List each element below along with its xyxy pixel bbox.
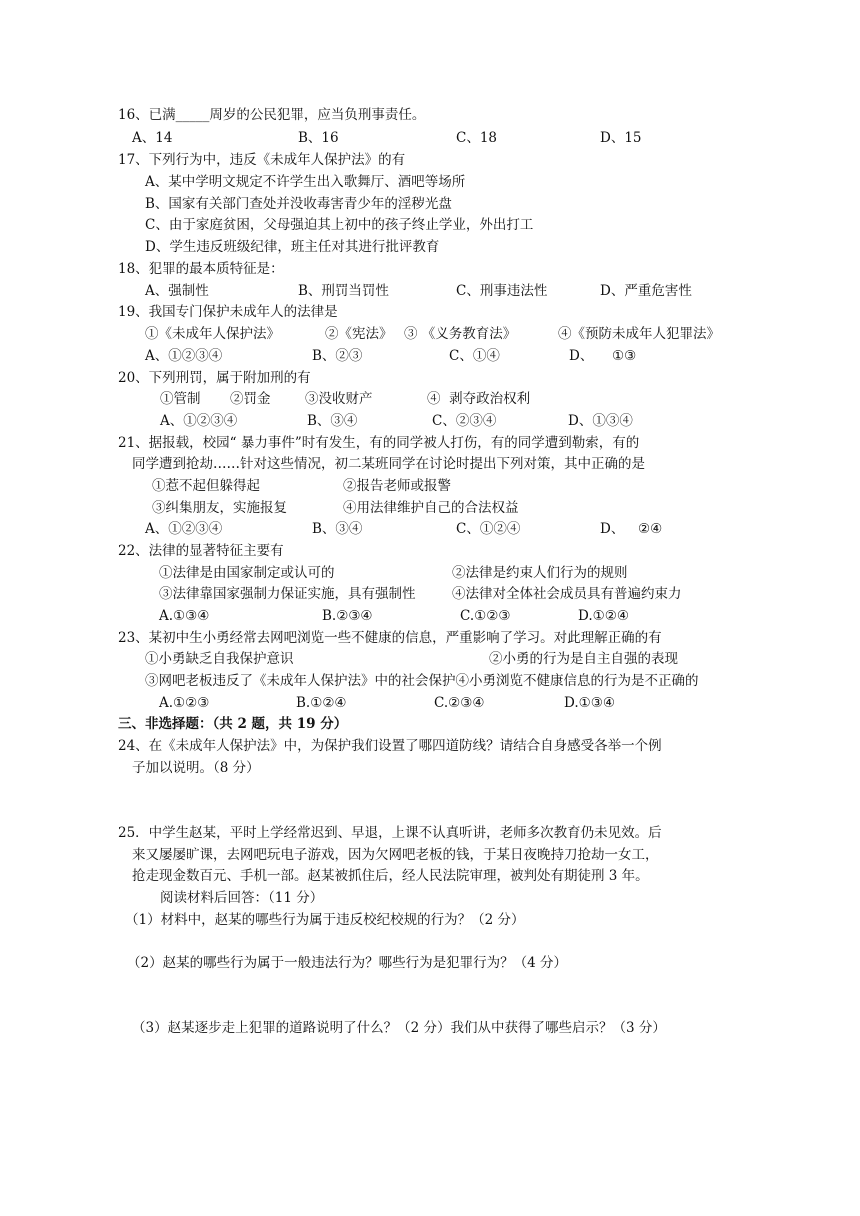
q20-option-c: C、②③④	[432, 413, 497, 429]
q19-option-d: D、	[569, 348, 594, 364]
q16-option-a: A、14	[132, 130, 173, 146]
q22-option-c: C.①②③	[460, 608, 511, 624]
q25-line2: 来又屡屡旷课，去网吧玩电子游戏，因为欠网吧老板的钱，于某日夜晚持刀抢劫一女工，	[132, 847, 659, 863]
q24-line2: 子加以说明。（8 分）	[132, 760, 260, 776]
q21-option-a: A、①②③④	[145, 521, 223, 537]
q25-sub1: （1）材料中，赵某的哪些行为属于违反校纪校规的行为？（2 分）	[125, 912, 525, 928]
q25-line3: 抢走现金数百元、手机一部。赵某被抓住后，经人民法院审理，被判处有期徒刑 3 年。	[132, 868, 649, 884]
q20-item-3: ③没收财产	[305, 391, 373, 407]
q22-item-2: ②法律是约束人们行为的规则	[452, 565, 628, 581]
section-heading: 三、非选择题：（共 2 题，共 19 分）	[118, 716, 348, 732]
q18-option-c: C、刑事违法性	[456, 283, 548, 299]
q22-item-1: ①法律是由国家制定或认可的	[159, 565, 335, 581]
q25-line4: 阅读材料后回答：（11 分）	[160, 890, 324, 906]
q25-sub2: （2）赵某的哪些行为属于一般违法行为？哪些行为是犯罪行为？（4 分）	[127, 955, 567, 971]
q23-option-b: B.①②④	[296, 695, 347, 711]
q19-option-d-value: ①③	[612, 348, 637, 364]
q20-item-1: ①管制	[160, 391, 201, 407]
q20-item-4: ④ 剥夺政治权利	[427, 391, 531, 407]
q21-option-c: C、①②④	[456, 521, 521, 537]
q16-stem: 16、已满_____周岁的公民犯罪，应当负刑事责任。	[118, 107, 426, 123]
q20-option-b: B、③④	[307, 413, 358, 429]
q18-stem: 18、犯罪的最本质特征是：	[118, 261, 284, 277]
q21-item-4: ④用法律维护自己的合法权益	[343, 500, 519, 516]
q17-option-c: C、由于家庭贫困，父母强迫其上初中的孩子终止学业，外出打工	[145, 217, 534, 233]
q22-option-d: D.①②④	[578, 608, 629, 624]
q21-item-1: ①惹不起但躲得起	[152, 478, 260, 494]
q17-option-a: A、某中学明文规定不许学生出入歌舞厅、酒吧等场所	[145, 174, 466, 190]
q22-option-a: A.①③④	[159, 608, 210, 624]
q20-item-2: ②罚金	[230, 391, 271, 407]
q21-stem-line1: 21、据报载，校园“ 暴力事件”时有发生，有的同学被人打伤，有的同学遭到勒索，有的	[118, 435, 640, 451]
q25-sub3: （3）赵某逐步走上犯罪的道路说明了什么？（2 分）我们从中获得了哪些启示？（3 分）	[132, 1020, 666, 1036]
q17-stem: 17、下列行为中，违反《未成年人保护法》的有	[118, 152, 406, 168]
q21-stem-line2: 同学遭到抢劫……针对这些情况，初二某班同学在讨论时提出下列对策，其中正确的是	[132, 456, 645, 472]
q20-option-a: A、①②③④	[160, 413, 238, 429]
q16-option-b: B、16	[298, 130, 339, 146]
q19-stem: 19、我国专门保护未成年人的法律是	[118, 304, 338, 320]
q21-option-b: B、③④	[312, 521, 363, 537]
q19-option-a: A、①②③④	[145, 348, 223, 364]
q17-option-b: B、国家有关部门查处并没收毒害青少年的淫秽光盘	[145, 196, 452, 212]
q19-item-1: ①《未成年人保护法》	[145, 326, 280, 342]
q23-option-c: C.②③④	[434, 695, 485, 711]
q25-line1: 25．中学生赵某，平时上学经常迟到、早退，上课不认真听讲，老师多次教育仍未见效。后	[118, 825, 662, 841]
q20-stem: 20、下列刑罚，属于附加刑的有	[118, 370, 311, 386]
q21-item-3: ③纠集朋友，实施报复	[152, 500, 287, 516]
q22-item-4: ④法律对全体社会成员具有普遍约束力	[452, 586, 682, 602]
q23-item-1: ①小勇缺乏自我保护意识	[145, 651, 294, 667]
q18-option-b: B、刑罚当罚性	[298, 283, 389, 299]
q23-item-3-4: ③网吧老板违反了《未成年人保护法》中的社会保护④小勇浏览不健康信息的行为是不正确的	[145, 673, 699, 689]
q18-option-a: A、强制性	[145, 283, 209, 299]
q19-option-c: C、①④	[449, 348, 500, 364]
q22-stem: 22、法律的显著特征主要有	[118, 543, 284, 559]
q24-line1: 24、在《未成年人保护法》中，为保护我们设置了哪四道防线？请结合自身感受各举一个例	[118, 738, 662, 754]
q22-item-3: ③法律靠国家强制力保证实施，具有强制性	[159, 586, 416, 602]
q21-option-d-value: ②④	[638, 521, 663, 537]
q19-item-3: ③ 《义务教育法》	[404, 326, 517, 342]
q16-option-d: D、15	[600, 130, 642, 146]
q22-option-b: B.②③④	[322, 608, 373, 624]
q23-stem: 23、某初中生小勇经常去网吧浏览一些不健康的信息，严重影响了学习。对此理解正确的有	[118, 630, 662, 646]
q18-option-d: D、严重危害性	[600, 283, 692, 299]
q23-option-d: D.①③④	[564, 695, 615, 711]
q19-item-4: ④《预防未成年人犯罪法》	[558, 326, 720, 342]
q21-item-2: ②报告老师或报警	[343, 478, 451, 494]
q23-item-2: ②小勇的行为是自主自强的表现	[489, 651, 678, 667]
q23-option-a: A.①②③	[159, 695, 210, 711]
q19-item-2: ②《宪法》	[325, 326, 393, 342]
q20-option-d: D、①③④	[568, 413, 633, 429]
q19-option-b: B、②③	[312, 348, 363, 364]
q17-option-d: D、学生违反班级纪律，班主任对其进行批评教育	[145, 239, 440, 255]
q21-option-d: D、	[600, 521, 625, 537]
q16-option-c: C、18	[456, 130, 498, 146]
